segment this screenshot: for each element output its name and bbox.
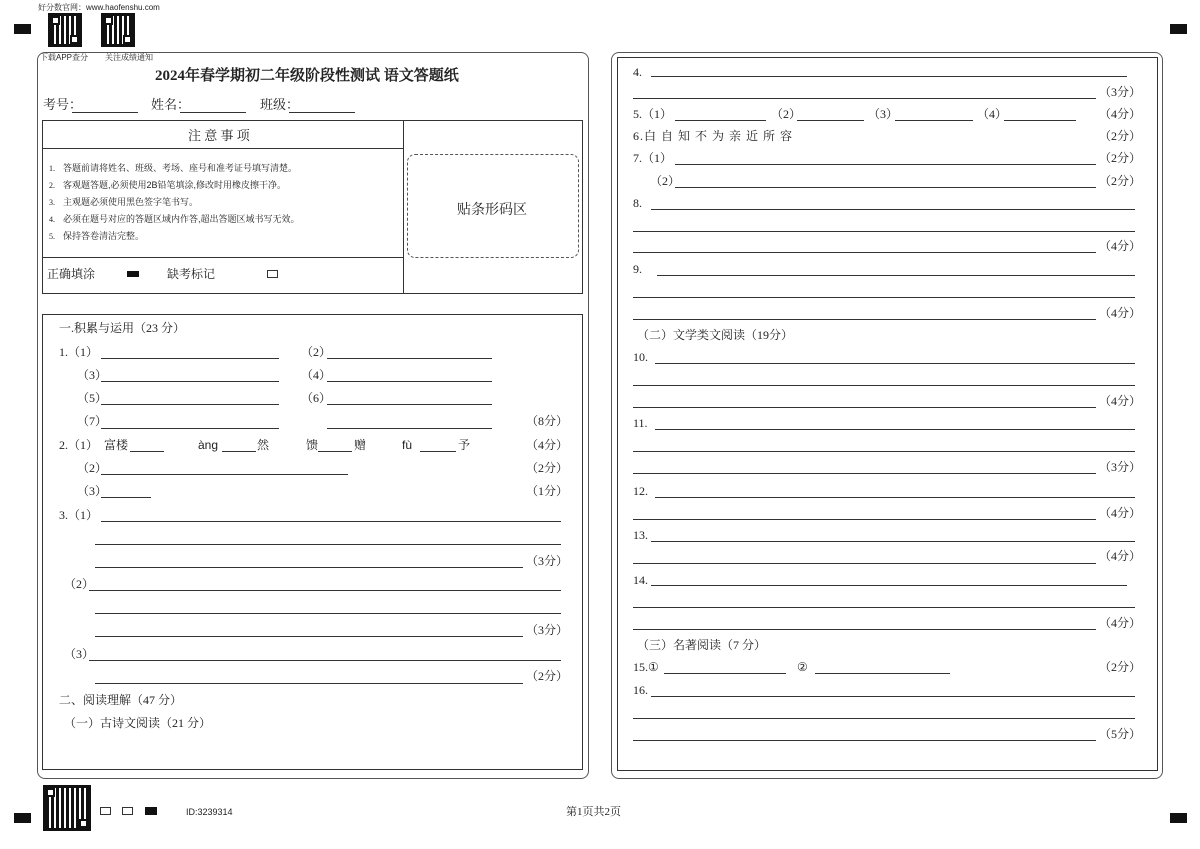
q11-label: 11. xyxy=(633,416,648,430)
answer-line[interactable] xyxy=(327,381,492,382)
notice-heading: 注 意 事 项 xyxy=(188,128,250,143)
divider xyxy=(403,120,404,294)
notice-item: 主观题必须使用黑色签字笔书写。 xyxy=(63,197,199,207)
corner-mark xyxy=(1170,24,1187,34)
answer-line[interactable] xyxy=(327,358,492,359)
answer-line[interactable] xyxy=(633,718,1135,719)
q1-label: 1.（1） xyxy=(59,345,99,359)
answer-line[interactable] xyxy=(89,590,561,591)
q8-label: 8. xyxy=(633,196,642,210)
answer-line[interactable] xyxy=(651,696,1135,697)
q7-sub-label: （2） xyxy=(650,174,681,188)
absent-checkbox[interactable] xyxy=(267,270,278,278)
q2-sub-label: （2） xyxy=(77,461,108,475)
score-label: （5分） xyxy=(1099,727,1142,741)
q7-label: 7.（1） xyxy=(633,151,673,165)
score-label: （8分） xyxy=(526,414,569,428)
score-label: （3分） xyxy=(1099,85,1142,99)
notice-item: 答题前请将姓名、班级、考场、座号和准考证号填写清楚。 xyxy=(63,163,298,173)
answer-line[interactable] xyxy=(633,98,1096,99)
answer-line[interactable] xyxy=(633,563,1096,564)
class-label: 班级： xyxy=(260,97,300,112)
corner-mark xyxy=(14,813,31,823)
q5-label: 5.（1） xyxy=(633,107,673,121)
name-field[interactable] xyxy=(180,112,246,113)
answer-line[interactable] xyxy=(95,683,523,684)
answer-line[interactable] xyxy=(655,429,1135,430)
answer-line[interactable] xyxy=(222,451,256,452)
answer-line[interactable] xyxy=(327,404,492,405)
q16-label: 16. xyxy=(633,683,648,697)
answer-line[interactable] xyxy=(633,740,1096,741)
page-title: 2024年春学期初二年级阶段性测试 语文答题纸 xyxy=(155,68,459,84)
filled-example xyxy=(127,271,139,277)
score-label: （2分） xyxy=(1099,129,1142,143)
answer-line[interactable] xyxy=(95,567,523,568)
score-label: （4分） xyxy=(1099,506,1142,520)
answer-line[interactable] xyxy=(675,120,766,121)
q14-label: 14. xyxy=(633,573,648,587)
score-label: （4分） xyxy=(1099,107,1142,121)
notice-num: 5. xyxy=(49,232,55,241)
sheet-id: ID:3239314 xyxy=(186,807,233,817)
q1-sub-label: （5） xyxy=(77,391,108,405)
class-field[interactable] xyxy=(289,112,355,113)
corner-mark xyxy=(14,24,31,34)
q1-sub-label: （7） xyxy=(77,414,108,428)
q1-sub-label: （6） xyxy=(301,391,332,405)
answer-line[interactable] xyxy=(651,541,1135,542)
q1-sub-label: （3） xyxy=(77,368,108,382)
qr-label-app: 下载APP查分 xyxy=(40,53,89,62)
q12-label: 12. xyxy=(633,484,648,498)
answer-line[interactable] xyxy=(633,407,1096,408)
page-marker-filled xyxy=(145,807,157,815)
answer-line[interactable] xyxy=(101,381,279,382)
subsection-2-title: （二）文学类文阅读（19分） xyxy=(637,328,794,342)
answer-line[interactable] xyxy=(101,521,561,522)
score-label: （1分） xyxy=(526,484,569,498)
answer-line[interactable] xyxy=(675,187,1096,188)
q2-pinyin: fù xyxy=(402,438,413,452)
q2-label: 2.（1） xyxy=(59,438,99,452)
score-label: （4分） xyxy=(1099,239,1142,253)
name-label: 姓名： xyxy=(151,97,191,112)
page-number: 第1页共2页 xyxy=(566,806,621,818)
score-label: （3分） xyxy=(526,623,569,637)
notice-num: 4. xyxy=(49,215,55,224)
score-label: （3分） xyxy=(526,554,569,568)
score-label: （2分） xyxy=(526,461,569,475)
q2-pinyin: àng xyxy=(198,438,219,452)
answer-line[interactable] xyxy=(651,76,1127,77)
answer-line[interactable] xyxy=(95,613,561,614)
q1-sub-label: （2） xyxy=(301,345,332,359)
subsection-3-title: （三）名著阅读（7 分） xyxy=(637,638,767,652)
q9-label: 9. xyxy=(633,262,642,276)
score-label: （2分） xyxy=(1099,660,1142,674)
score-label: （2分） xyxy=(526,669,569,683)
answer-line[interactable] xyxy=(633,231,1135,232)
answer-line[interactable] xyxy=(633,607,1135,608)
section-1-title: 一.积累与运用（23 分） xyxy=(59,321,186,335)
answer-line[interactable] xyxy=(420,451,456,452)
notice-num: 2. xyxy=(49,181,55,190)
answer-line[interactable] xyxy=(318,451,352,452)
answer-line[interactable] xyxy=(95,544,561,545)
qr-code-notify xyxy=(101,13,135,47)
corner-mark xyxy=(1170,813,1187,823)
q4-label: 4. xyxy=(633,65,642,79)
answer-line[interactable] xyxy=(651,209,1135,210)
q2-word: 馈 xyxy=(306,438,319,452)
answer-line[interactable] xyxy=(633,319,1096,320)
score-label: （2分） xyxy=(1099,151,1142,165)
answer-line[interactable] xyxy=(651,585,1127,586)
correct-fill-label: 正确填涂 xyxy=(47,267,96,281)
q3-label: 3.（1） xyxy=(59,508,99,522)
answer-line[interactable] xyxy=(815,673,950,674)
q6-answer-text: 6.白 自 知 不 为 亲 近 所 容 xyxy=(633,129,794,143)
answer-line[interactable] xyxy=(633,297,1135,298)
answer-line[interactable] xyxy=(101,428,279,429)
score-label: （4分） xyxy=(1099,306,1142,320)
q2-word: 赠 xyxy=(354,438,367,452)
qr-label-notify: 关注成绩通知 xyxy=(105,53,153,62)
q10-label: 10. xyxy=(633,350,648,364)
answer-line[interactable] xyxy=(655,497,1135,498)
score-label: （4分） xyxy=(1099,394,1142,408)
notice-num: 3. xyxy=(49,198,55,207)
answer-line[interactable] xyxy=(130,451,164,452)
notice-item: 客观题答题,必须使用2B铅笔填涂,修改时用橡皮擦干净。 xyxy=(63,180,287,190)
subsection-1-title: （一）古诗文阅读（21 分） xyxy=(64,716,212,730)
answer-line[interactable] xyxy=(633,252,1096,253)
qr-code-app xyxy=(48,13,82,47)
score-label: （4分） xyxy=(1099,549,1142,563)
page-marker-box xyxy=(100,807,111,815)
page-marker-box xyxy=(122,807,133,815)
answer-line[interactable] xyxy=(675,164,1096,165)
q2-word: 然 xyxy=(257,438,270,452)
answer-line[interactable] xyxy=(101,404,279,405)
q13-label: 13. xyxy=(633,528,648,542)
answer-line[interactable] xyxy=(101,474,348,475)
answer-line[interactable] xyxy=(633,629,1096,630)
absent-mark-label: 缺考标记 xyxy=(167,267,216,281)
answer-line[interactable] xyxy=(633,519,1096,520)
q5-sub-label: （4） xyxy=(977,107,1008,121)
q2-word: 予 xyxy=(458,438,471,452)
answer-line[interactable] xyxy=(95,636,523,637)
divider xyxy=(42,148,403,149)
q5-sub-label: （2） xyxy=(771,107,802,121)
q5-sub-label: （3） xyxy=(868,107,899,121)
score-label: （3分） xyxy=(1099,460,1142,474)
score-label: （4分） xyxy=(1099,616,1142,630)
answer-line[interactable] xyxy=(655,363,1135,364)
q3-sub-label: （3） xyxy=(64,647,95,661)
answer-line[interactable] xyxy=(664,673,786,674)
q2-word: 富楼 xyxy=(104,438,129,452)
q1-sub-label: （4） xyxy=(301,368,332,382)
answer-line[interactable] xyxy=(633,473,1096,474)
answer-line[interactable] xyxy=(633,385,1135,386)
answer-line[interactable] xyxy=(633,451,1135,452)
q15-sub-label: ② xyxy=(797,660,808,674)
q3-sub-label: （2） xyxy=(64,577,95,591)
website-note: 好分数官网：www.haofenshu.com xyxy=(38,3,160,12)
notice-item: 必须在题号对应的答题区域内作答,超出答题区域书写无效。 xyxy=(63,214,300,224)
exam-no-field[interactable] xyxy=(72,112,138,113)
answer-line[interactable] xyxy=(101,358,279,359)
q15-label: 15.① xyxy=(633,660,659,674)
answer-line[interactable] xyxy=(895,120,973,121)
answer-line[interactable] xyxy=(1004,120,1076,121)
answer-line[interactable] xyxy=(657,275,1135,276)
answer-line[interactable] xyxy=(89,660,561,661)
q2-sub-label: （3） xyxy=(77,484,108,498)
score-label: （2分） xyxy=(1099,174,1142,188)
answer-line[interactable] xyxy=(101,497,151,498)
divider xyxy=(42,257,403,258)
notice-num: 1. xyxy=(49,164,55,173)
answer-line[interactable] xyxy=(327,428,492,429)
exam-no-label: 考号： xyxy=(43,97,83,112)
qr-code-footer xyxy=(43,785,91,831)
score-label: （4分） xyxy=(526,438,569,452)
answer-line[interactable] xyxy=(797,120,864,121)
section-2-title: 二、阅读理解（47 分） xyxy=(59,693,183,707)
notice-item: 保持答卷清洁完整。 xyxy=(63,231,145,241)
barcode-label: 贴条形码区 xyxy=(457,201,527,217)
